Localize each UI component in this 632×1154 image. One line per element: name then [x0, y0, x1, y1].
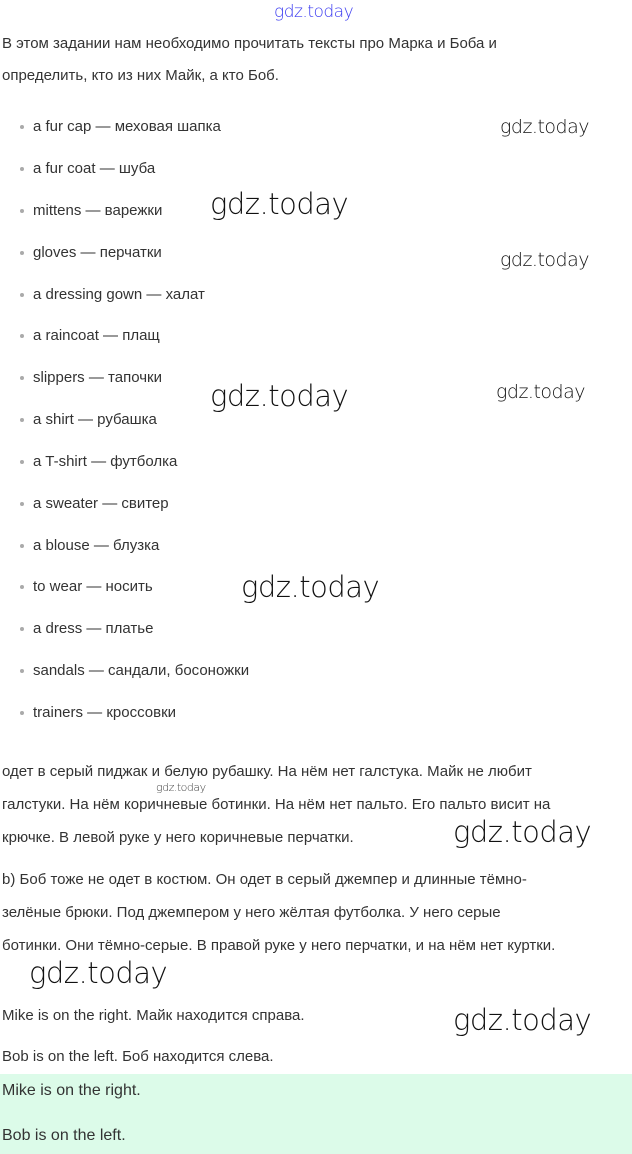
list-item — [20, 703, 176, 723]
list-item-text: a dress — платье — [33, 620, 154, 637]
bullet-icon — [20, 585, 24, 589]
list-item-text: a shirt — рубашка — [33, 411, 157, 428]
watermark: gdz.today — [453, 815, 592, 849]
watermark: gdz.today — [29, 956, 168, 990]
paragraph-b-line: ботинки. Они тёмно-серые. В правой руке у него перчатки, и на нём нет куртки. — [2, 937, 556, 954]
bullet-icon — [20, 502, 24, 506]
paragraph-a-line: галстуки. На нём коричневые ботинки. На нём нет пальто. Его пальто висит на — [2, 796, 551, 813]
bullet-icon — [20, 627, 24, 631]
list-item-text: sandals — сандали, босоножки — [33, 662, 250, 679]
list-item — [20, 410, 157, 430]
watermark: gdz.today — [496, 381, 585, 403]
list-item — [20, 536, 159, 556]
list-item-text: trainers — кроссовки — [33, 704, 177, 721]
bullet-icon — [20, 460, 24, 464]
list-item-text: gloves — перчатки — [33, 244, 162, 261]
list-item — [20, 243, 162, 263]
watermark: gdz.today — [241, 570, 380, 604]
final-answer-line: Bob is on the left. — [2, 1127, 126, 1144]
bullet-icon — [20, 711, 24, 715]
watermark: gdz.today — [500, 249, 589, 271]
bullet-icon — [20, 125, 24, 129]
list-item-text: a dressing gown — халат — [33, 286, 205, 303]
list-item — [20, 577, 153, 597]
list-item — [20, 201, 162, 221]
list-item-text: a blouse — блузка — [33, 537, 160, 554]
list-item-text: slippers — тапочки — [33, 369, 162, 386]
watermark-top: gdz.today — [274, 2, 354, 22]
paragraph-a-line: крючке. В левой руке у него коричневые перчатки. — [2, 829, 354, 846]
bullet-icon — [20, 251, 24, 255]
watermark: gdz.today — [453, 1003, 592, 1037]
paragraph-a-line: одет в серый пиджак и белую рубашку. На нём нет галстука. Майк не любит — [2, 763, 532, 780]
list-item-text: to wear — носить — [33, 578, 153, 595]
list-item — [20, 159, 155, 179]
list-item-text: a raincoat — плащ — [33, 327, 160, 344]
list-item — [20, 117, 221, 137]
answer-line: Bob is on the left. Боб находится слева. — [2, 1048, 274, 1065]
bullet-icon — [20, 334, 24, 338]
bullet-icon — [20, 418, 24, 422]
bullet-icon — [20, 293, 24, 297]
paragraph-b-line: зелёные брюки. Под джемпером у него жёлтая футболка. У него серые — [2, 904, 501, 921]
final-answer-box — [0, 1074, 632, 1154]
watermark: gdz.today — [210, 379, 349, 413]
intro-line: В этом задании нам необходимо прочитать тексты про Марка и Боба и — [2, 35, 497, 52]
bullet-icon — [20, 544, 24, 548]
list-item-text: a fur coat — шуба — [33, 160, 156, 177]
list-item — [20, 285, 205, 305]
list-item — [20, 661, 249, 681]
bullet-icon — [20, 167, 24, 171]
list-item — [20, 452, 177, 472]
list-item-text: mittens — варежки — [33, 202, 163, 219]
list-item — [20, 326, 160, 346]
bullet-icon — [20, 669, 24, 673]
answer-line: Mike is on the right. Майк находится справа. — [2, 1007, 305, 1024]
list-item-text: a sweater — свитер — [33, 495, 169, 512]
intro-line: определить, кто из них Майк, а кто Боб. — [2, 67, 279, 84]
final-answer-line: Mike is on the right. — [2, 1082, 141, 1099]
list-item — [20, 368, 162, 388]
watermark: gdz.today — [500, 116, 589, 138]
bullet-icon — [20, 376, 24, 380]
watermark: gdz.today — [210, 187, 349, 221]
paragraph-b-line: b) Боб тоже не одет в костюм. Он одет в серый джемпер и длинные тёмно- — [2, 871, 527, 888]
bullet-icon — [20, 209, 24, 213]
list-item-text: a T-shirt — футболка — [33, 453, 178, 470]
watermark: gdz.today — [156, 781, 206, 794]
list-item — [20, 494, 169, 514]
list-item-text: a fur cap — меховая шапка — [33, 118, 221, 135]
list-item — [20, 619, 153, 639]
